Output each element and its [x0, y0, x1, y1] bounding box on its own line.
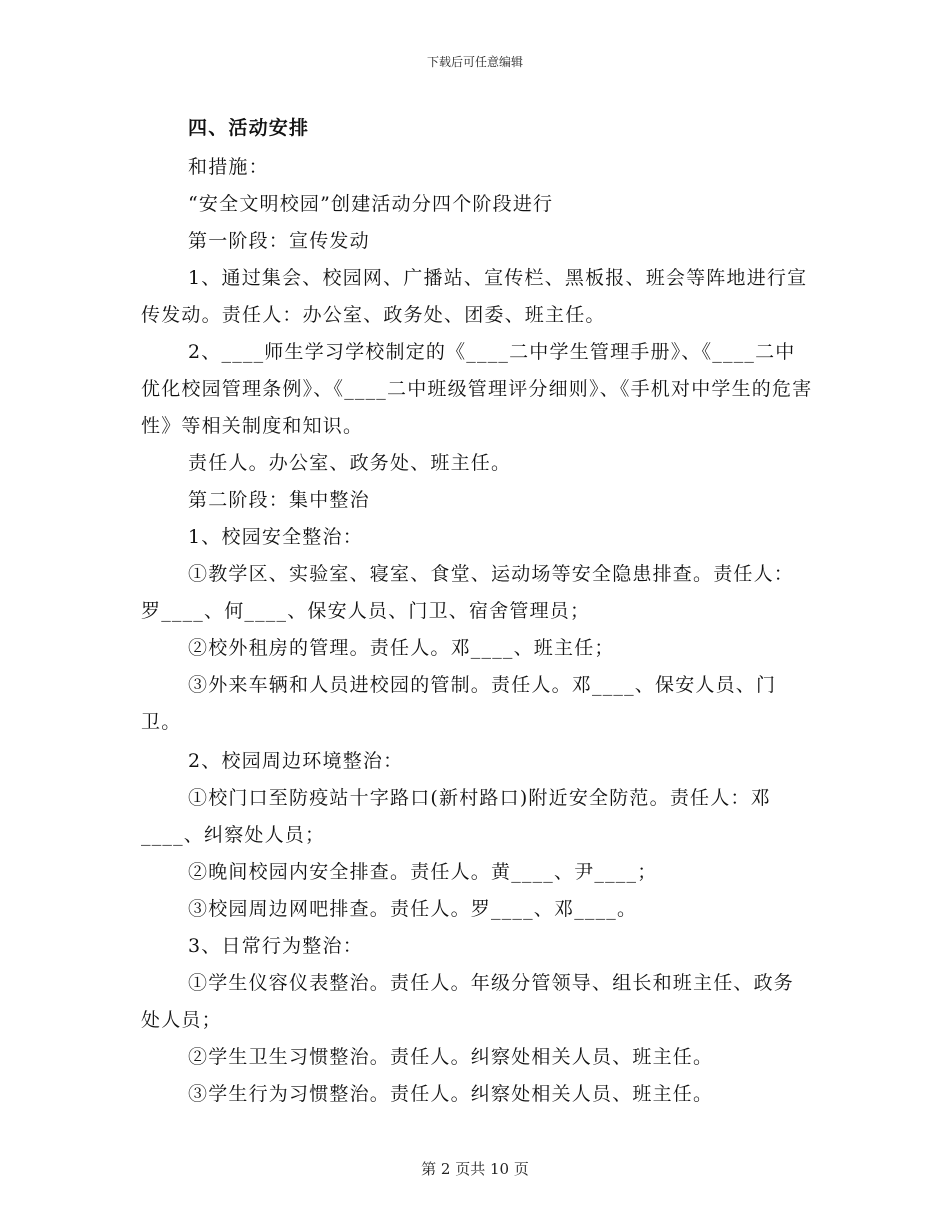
subsection-heading: 2、校园周边环境整治：	[188, 750, 404, 772]
paragraph: “安全文明校园”创建活动分四个阶段进行	[188, 193, 554, 215]
paragraph: 和措施：	[188, 156, 269, 178]
document-body	[141, 108, 813, 1113]
list-item: ①学生仪容仪表整治。责任人。年级分管领导、组长和班主任、政务处人员；	[141, 972, 795, 1031]
paragraph: 2、____师生学习学校制定的《____二中学生管理手册》、《____二中优化校园管理条例》、《____二中班级管理评分细则》、《手机对中学生的危害性》等相关制度和知识。	[141, 341, 813, 437]
list-item: ②晚间校园内安全排查。责任人。黄____、尹____；	[188, 861, 658, 883]
page-header: 下载后可任意编辑	[426, 55, 523, 69]
list-item: ③校园周边网吧排查。责任人。罗____、邓____。	[188, 898, 638, 920]
section-heading: 四、活动安排	[188, 117, 310, 139]
list-item: ③外来车辆和人员进校园的管制。责任人。邓____、保安人员、门卫。	[141, 674, 777, 733]
paragraph: 责任人。办公室、政务处、班主任。	[188, 452, 512, 474]
stage-heading: 第二阶段：集中整治	[188, 489, 370, 511]
list-item: ②学生卫生习惯整治。责任人。纠察处相关人员、班主任。	[188, 1046, 714, 1068]
list-item: ①教学区、实验室、寝室、食堂、运动场等安全隐患排查。责任人：罗____、何____、保安人员、门卫、宿舍管理员；	[141, 563, 795, 622]
stage-heading: 第一阶段：宣传发动	[188, 230, 370, 252]
list-item: ①校门口至防疫站十字路口(新村路口)附近安全防范。责任人：邓____、纠察处人员；	[141, 787, 771, 846]
page-footer: 第 2 页共 10 页	[421, 1160, 529, 1178]
subsection-heading: 1、校园安全整治：	[188, 526, 363, 548]
subsection-heading: 3、日常行为整治：	[188, 935, 363, 957]
paragraph: 1、通过集会、校园网、广播站、宣传栏、黑板报、班会等阵地进行宣传发动。责任人：办公室、政务处、团委、班主任。	[141, 267, 808, 326]
list-item: ②校外租房的管理。责任人。邓____、班主任；	[188, 637, 615, 659]
list-item: ③学生行为习惯整治。责任人。纠察处相关人员、班主任。	[188, 1083, 714, 1105]
